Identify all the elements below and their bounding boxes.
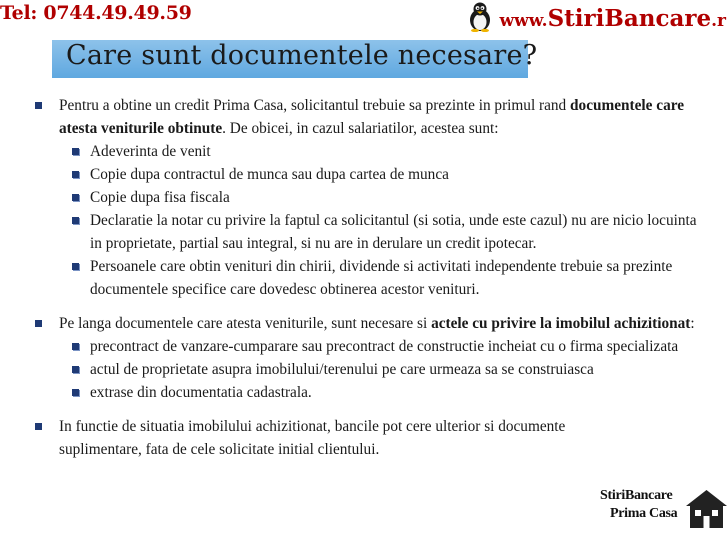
list-item [90,163,708,186]
list-item [90,335,708,358]
bullet-bold-text: documentele care atesta veniturile obtinute [59,97,685,137]
list-item-text: Copie dupa fisa fiscala [90,189,230,206]
bullet-property-documents [59,312,708,404]
stiribancare-prima-casa-logo [600,488,728,546]
site-brand[interactable] [467,2,726,32]
bullet-text-end: : [690,315,695,332]
square-bullet-icon [72,263,79,270]
site-url[interactable] [499,5,726,32]
list-item [90,255,708,301]
bullet-income-documents [59,94,708,301]
list-item [90,140,708,163]
square-bullet-icon [72,217,79,224]
square-bullet-icon [72,194,79,201]
square-bullet-icon [35,320,42,327]
bullet-text: Pe langa documentele care atesta veniturile, sunt necesare si [59,315,432,332]
square-bullet-icon [72,171,79,178]
bullet-text: In functie de situatia imobilului achizitionat, bancile pot cere ulterior si documente suplimentare, fata de cele solicitate initial clientului [59,418,566,458]
bullet-additional-documents [59,415,600,461]
logo-line-2: Prima Casa [610,506,678,521]
bullet-text-end: . [375,441,380,458]
list-item-text: precontract de vanzare-cumparare sau precontract de constructie incheiat cu o firma specializata [90,338,679,355]
square-bullet-icon [72,148,79,155]
list-item [90,381,708,404]
list-item-text: Adeverinta de venit [90,143,211,160]
site-url-prefix: www. [499,11,548,31]
bullet-text: Pentru a obtine un credit Prima Casa, solicitantul trebuie sa prezinte in primul rand [59,97,571,114]
square-bullet-icon [72,389,79,396]
bullet-bold-text: actele cu privire la imobilul achizitionat [431,315,691,332]
slide-content [0,94,728,461]
list-item [90,209,708,255]
square-bullet-icon [35,423,42,430]
phone-number: Tel: 0744.49.49.59 [0,2,192,24]
slide-title: Care sunt documentele necesare? [66,40,538,71]
square-bullet-icon [72,343,79,350]
site-url-tld: .r [711,11,726,31]
list-item-text: Persoanele care obtin venituri din chirii, dividende si activitati independente trebuie sa prezinte documentele specifice care dovedesc obtinerea acestor venituri. [90,258,673,298]
list-item-text: Copie dupa contractul de munca sau dupa cartea de munca [90,166,449,183]
square-bullet-icon [35,102,42,109]
site-url-name: StiriBancare [547,5,712,32]
list-item-text: Declaratie la notar cu privire la faptul ca solicitantul (si sotia, unde este cazul) nu are nicio locuinta in proprietate, partial sau integral, si nu are in derulare un credit ipotecar. [90,212,697,252]
list-item [90,358,708,381]
square-bullet-icon [72,366,79,373]
bullet-text-end: . De obicei, in cazul salariatilor, acestea sunt: [222,120,499,137]
list-item-text: actul de proprietate asupra imobilului/terenului pe care urmeaza sa se construiasca [90,361,594,378]
house-icon [685,488,728,528]
list-item-text: extrase din documentatia cadastrala. [90,384,312,401]
list-item [90,186,708,209]
penguin-icon [467,2,493,32]
logo-line-1: StiriBancare [600,488,673,503]
